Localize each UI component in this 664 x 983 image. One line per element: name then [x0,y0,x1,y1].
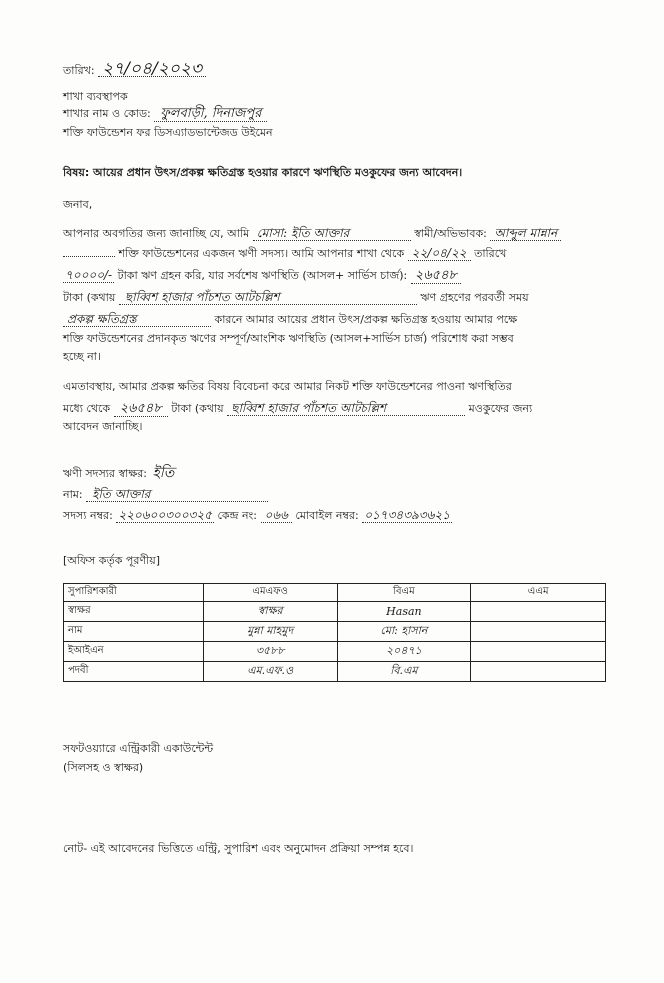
branch-value: ফুলবাড়ী, দিনাজপুর [154,107,267,122]
accountant-title: সফটওয়্যারে এন্ট্রিকারী একাউন্টেন্ট [63,742,214,755]
date-label: তারিখ: [63,64,95,77]
para2-line2 [63,401,532,417]
para1-text-b: স্বামী/অভিভাবক: [414,227,487,240]
para1-line2 [63,246,506,261]
para1-text-a: আপনার অবগতির জন্য জানাচ্ছি যে, আমি [63,227,250,240]
balance-words-value: ছাব্বিশ হাজার পাঁচশত আটচল্লিশ [119,290,417,305]
mfo-cell: ৩৫৮৮ [203,642,337,662]
waive-words-value: ছাব্বিশ হাজার পাঁচশত আটচল্লিশ [227,401,465,416]
para1-text-c: শক্তি ফাউন্ডেশনের একজন ঋণী সদস্য। আমি আপনার শাখা থেকে [118,247,405,260]
para1-line5 [63,312,517,327]
para2-text-c: টাকা (কথায় [171,402,224,415]
am-cell [471,622,606,642]
signature-label: ঋণী সদস্যর স্বাক্ষর: [63,467,147,480]
row-label: স্বাক্ষর [64,602,204,622]
table-row [64,662,606,682]
para1-line6: শক্তি ফাউন্ডেশনের প্রদানকৃত ঋণের সম্পূর্ণ/আংশিক ঋণস্থিতি (আসল+সার্ভিস চার্জ) পরিশোধ করা সম্ভব [63,332,514,345]
waive-amount-value: ২৬৫৪৮ [114,402,168,417]
table-row [64,622,606,642]
balance-value: ২৬৫৪৮ [411,269,461,284]
para1-line7: হচ্ছে না। [63,350,101,363]
organization-name: শক্তি ফাউন্ডেশন ফর ডিসএ্যাডভান্টেজড উইমেন [63,126,273,139]
applicant-ids-line [63,508,452,523]
applicant-signature-line [63,466,174,481]
office-table-header [64,584,606,602]
office-table [63,583,606,682]
addressee-title: শাখা ব্যবস্থাপক [63,90,128,103]
reason-value: প্রকল্প ক্ষতিগ্রস্ত [63,312,211,327]
para1-text-d: তারিখে [474,247,507,260]
para1-line4 [63,290,529,305]
center-label: কেন্দ্র নং: [217,509,257,522]
am-cell [471,642,606,662]
col-recommender: সুপারিশকারী [64,584,204,602]
col-mfo: এমএফও [203,584,337,602]
applicant-name-line [63,487,268,502]
loan-amount-value: ৭০০০০/- [65,268,113,282]
footer-note: নোট- এই আবেদনের ভিত্তিতে এন্ট্রি, সুপারিশ এবং অনুমোদন প্রক্রিয়া সম্পন্ন হবে। [63,842,414,855]
para1-text-h: কারনে আমার আয়ের প্রধান উৎস/প্রকল্প ক্ষতিগ্রস্ত হওয়ায় আমার পক্ষে [214,313,518,326]
mfo-cell: স্বাক্ষর [203,602,337,622]
col-bm: বিএম [337,584,471,602]
member-no-label: সদস্য নম্বর: [63,509,113,522]
branch-line [63,107,267,122]
mfo-cell: মুন্না মাহমুদ [203,622,337,642]
para1-line1 [63,226,561,241]
para2-text-d: মওকুফের জন্য [468,402,533,415]
date-line [63,59,206,79]
bm-cell: ২০৪৭১ [337,642,471,662]
member-name-value: মোসা: ইতি আক্তার [253,226,411,241]
row-label: ইআইএন [64,642,204,662]
table-row [64,642,606,662]
bm-cell: মো: হাসান [337,622,471,642]
bm-cell: Hasan [337,602,471,622]
member-no-value: ২২০৬০০৩০০৩২৫ [118,508,212,522]
mfo-cell: এম.এফ.ও [203,662,337,682]
branch-label: শাখার নাম ও কোড: [63,107,151,120]
signature-value: ইতি [152,465,175,481]
am-cell [471,602,606,622]
para1-text-f: টাকা (কথায় [63,291,116,304]
table-row [64,602,606,622]
para2-text-b: মধ্যে থেকে [63,402,111,415]
am-cell [471,662,606,682]
mobile-value: ০১৭৩৪৩৯৩৬২১ [364,508,450,522]
loan-date-value: ২২/০৪/২২ [408,246,471,261]
row-label: পদবী [64,662,204,682]
para1-text-g: ঋণ গ্রহণের পরবর্তী সময় [420,291,529,304]
office-heading: [অফিস কর্তৃক পূরণীয়] [63,554,160,567]
bm-cell: বি.এম [337,662,471,682]
accountant-subtitle: (সিলসহ ও স্বাক্ষর) [63,761,144,774]
salutation: জনাব, [63,198,93,211]
guardian-value: আব্দুল মান্নান [490,226,561,241]
center-value: ০৬৬ [261,508,292,523]
mobile-label: মোবাইল নম্বর: [295,509,359,522]
name-value: ইতি আক্তার [86,487,268,502]
name-label: নাম: [63,488,83,501]
para1-line3 [63,268,461,284]
para2-line1: এমতাবস্থায়, আমার প্রকল্প ক্ষতির বিষয় বিবেচনা করে আমার নিকট শক্তি ফাউন্ডেশনের পাওনা ঋণস্থিতির [63,380,512,393]
col-am: এএম [471,584,606,602]
para2-line3: আবেদন জানাচ্ছি। [63,420,143,433]
para1-text-e: টাকা ঋণ গ্রহন করি, যার সর্বশেষ ঋণস্থিতি (আসল+ সার্ভিস চার্জ): [117,269,408,282]
date-value: ২৭/০৪/২০২৩ [98,62,206,77]
row-label: নাম [64,622,204,642]
subject-line: বিষয়: আয়ের প্রধান উৎস/প্রকল্প ক্ষতিগ্রস্ত হওয়ার কারণে ঋণস্থিতি মওকুফের জন্য আবেদন। [63,166,463,179]
